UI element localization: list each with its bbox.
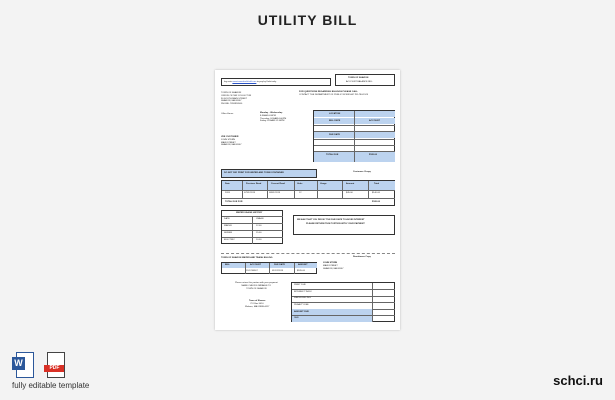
usage-cell: 12.00 [256,225,262,227]
usage-cell: 15.00 [256,232,262,234]
stub-return-line: MAKE CHECKS PAYABLE TO [241,284,272,287]
usage-cell: ELECTRIC [224,239,235,241]
word-icon-letter: W [12,357,25,370]
charges-col: Current Read [271,183,285,185]
stub-address-line: Woburn, MA 01888-4417 [245,305,270,308]
customer-address [221,136,241,147]
pdf-icon-label: PDF [44,365,64,372]
charges-cell: TOTAL DUE FOR [225,200,243,203]
usage-history-heading: WATER USAGE HISTORY [236,212,263,214]
charges-col: Previous Read [246,183,262,185]
stub-return-line: Please return this portion with your payment [235,282,278,284]
charges-cell: 12 [299,192,302,194]
stub-address-line: PO Box 5410 [250,302,264,305]
charges-heading-box [221,169,317,178]
charges-table [221,180,395,206]
charges-cell: $185.00 [372,200,380,203]
charges-cell: 07/01/2019 [244,192,255,194]
sender-line: PHONE: 7818952600 [221,103,243,106]
stub-col: ACCOUNT [250,264,261,266]
account-header: ACCOUNT [369,119,380,122]
charges-col: Units [297,183,303,185]
stub-owner-line: SHARON, MA 02067 [323,267,344,270]
office-hours-label: Office Hours: [221,113,234,115]
word-icon[interactable] [12,352,34,378]
customer-line: MAIN STREET [221,141,236,144]
stub-title: TOWN OF SHARON WATER AND TRASH BILLING [221,257,273,259]
account-header: LOCATION [329,112,341,115]
account-table [313,110,395,162]
stub-table [221,262,317,274]
charges-col: Date [225,183,230,185]
sender-line: TOWN OF SHARON [221,92,242,94]
message-line1: WE ASK THAT YOU PAY BY THE DUE DATE TO AVOID INTEREST [297,219,365,221]
usage-cell: 10.00 [256,239,262,241]
stub-total-row: PENALTY FEE [294,303,309,306]
stub-cell: 19-1234567 [246,270,258,272]
file-icons [12,352,72,378]
stub-return-line: TOWN OF SHARON [246,287,267,290]
charges-heading: DO NOT PAY PRINT FOR WATER AND TOWN CONTAINED [224,171,284,174]
usage-cell: WATER [224,225,232,227]
town-box-line1: TOWN OF SHARON [348,77,369,79]
stub-totals-table [291,282,395,322]
charges-col: Amount [346,183,355,185]
stub-owner [323,262,343,270]
total-due-value: $185.00 [369,153,377,156]
total-due-label: TOTAL DUE [326,153,339,156]
stub-col: AMOUNT [298,264,308,266]
stub-cell: $185.00 [297,270,305,272]
page-title: UTILITY BILL [257,12,358,28]
account-header: DUE DATE [329,133,341,136]
town-box-line2: ACCOUNT BALANCE BILL [346,80,373,83]
usage-history-table [221,210,283,244]
brand[interactable]: schci.ru [553,373,603,388]
caption: fully editable template [12,381,90,390]
account-header: BILL DATE [329,119,341,122]
notice-box [221,78,331,86]
office-hours-line: Thursday: 8:30AM-6:00PM [260,117,287,120]
questions-line2: CONTACT THE DEPARTMENT OF PUBLIC WORKS AT 781-784-1525 [299,94,369,96]
stub-address [245,300,269,308]
office-hours [260,112,286,123]
sender-address [221,92,251,106]
stub-owner-line: MAIN STREET [323,264,338,267]
usage-cell: SEWER [224,232,233,234]
usage-cell: DATE [224,218,230,220]
stub-cell: 01/12/2019 [272,270,283,272]
stub-address-line: Town of Sharon [248,300,266,302]
charges-cell: $45.00 [346,192,353,194]
cut-line [221,253,395,254]
bill-document [215,70,400,330]
customer-line: JOHN STERN [221,138,235,141]
pdf-icon[interactable] [44,352,66,378]
charges-col: Usage [320,183,327,185]
stub-total-row: PRINT DUE [294,284,306,286]
customer-name-label: Customer: Krupy [353,171,371,173]
stub-col: BILL [225,264,230,266]
notice-post: to pay by Debit only [256,81,277,83]
stub-total-row: INTEREST THRU [294,290,312,293]
charges-cell: 2019 [225,192,230,194]
office-hours-line: Monday - Wednesday [260,112,283,114]
town-box [335,74,395,86]
stub-total-row: WATER BILLING [294,297,311,299]
charges-cell: 08/01/2019 [269,192,280,194]
sender-line: SHARON, MA 02067 [221,100,242,103]
remittance-label: Remittance Copy [353,256,371,258]
customer-line: SHARON, MA 02067 [221,144,242,147]
stub-total-row: PAID [294,317,299,319]
notice-pre: log onto [224,81,232,83]
stub-owner-line: JOHN STERN [323,262,338,264]
usage-cell: USAGE [256,218,264,220]
sender-line: OFFICE OF TAX COLLECTOR [221,94,252,97]
office-hours-line: 8:30AM-4:00PM [260,114,276,117]
questions-line1: FOR QUESTIONS REGARDING BILLINGS PLEASE CALL [299,91,358,93]
customer-line: VEE CUSTOMER [221,136,239,138]
message-box [293,215,395,235]
stub-col: DUE DATE [274,264,286,266]
sender-line: 90 SOUTH MAIN STREET [221,97,248,100]
stub-return [235,282,278,290]
office-hours-line: Friday: 8:30AM-12:30PM [260,120,285,123]
charges-cell: $140.00 [372,192,380,194]
charges-col: Total [374,183,380,185]
notice-link[interactable]: www.townofashfield.com [232,81,257,83]
message-line2: PLEASE RETURN THIS PORTION WITH YOUR PAYMENT [306,223,365,225]
stub-total-row: AMOUNT DUE [294,310,309,313]
